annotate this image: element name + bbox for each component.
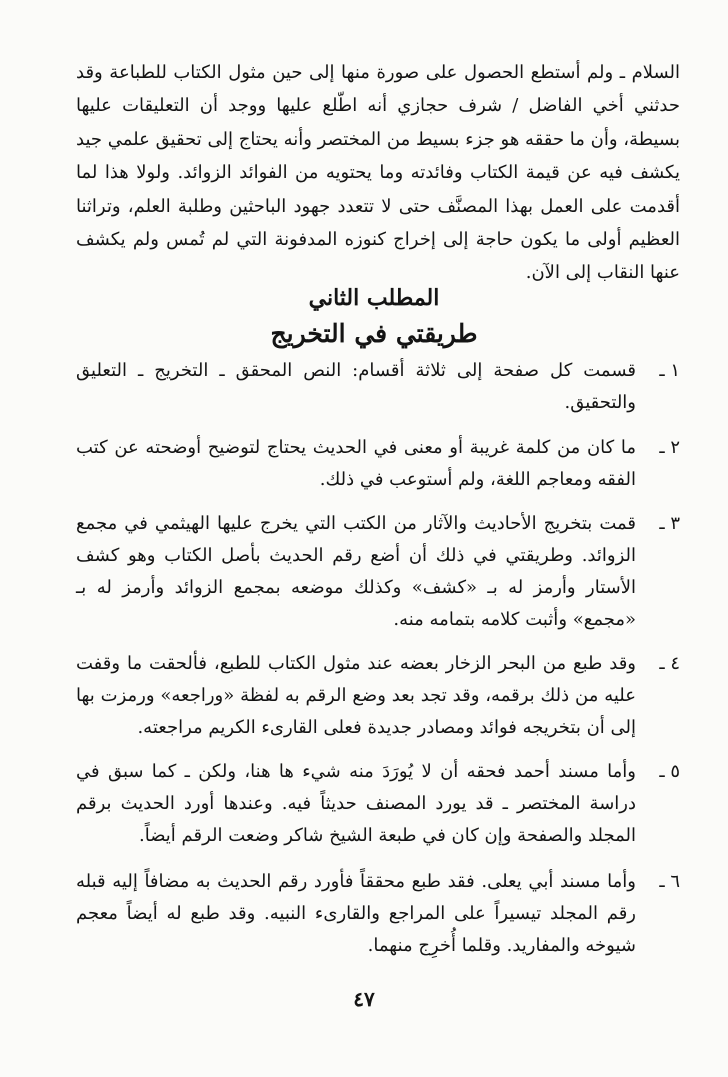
page-number: ٤٧ [353, 987, 375, 1011]
item-text: وأما مسند أحمد فحقه أن لا يُورَدَ منه شيء ها هنا، ولكن ـ كما سبق في دراسة المختصر ـ قد يورد المصنف حديثاً فيه. وعندها أورد الحديث برقم المجلد والصفحة وإن كان في طبعة الشيخ شاكر وضعت الرقم أيضاً. [76, 761, 636, 846]
item-text: قسمت كل صفحة إلى ثلاثة أقسام: النص المحقق ـ التخريج ـ التعليق والتحقيق. [76, 360, 636, 413]
item-number: ٥ ـ [659, 761, 680, 782]
numbered-item [76, 508, 680, 636]
item-text: ما كان من كلمة غريبة أو معنى في الحديث يحتاج لتوضيح أوضحته عن كتب الفقه ومعاجم اللغة، ولم أستوعب في ذلك. [76, 437, 636, 490]
item-number: ٦ ـ [659, 871, 680, 892]
item-text: قمت بتخريج الأحاديث والآثار من الكتب التي يخرج عليها الهيثمي في مجمع الزوائد. وطريقتي في ذلك أن أضع رقم الحديث بأصل الكتاب وهو كشف الأستار وأرمز له بـ «كشف» وكذلك موضعه بمجمع الزوائد وأرمز له بـ «مجمع» وأثبت كلامه بتمامه منه. [76, 513, 636, 630]
numbered-item [76, 648, 680, 744]
intro-paragraph: السلام ـ ولم أستطع الحصول على صورة منها إلى حين مثول الكتاب للطباعة وقد حدثني أخي الفاضل / شرف حجازي أنه اطّلع عليها ووجد أن التعليقات عليها بسيطة، وأن ما حققه هو جزء بسيط من المختصر وأنه يحتاج إلى تحقيق علمي جيد يكشف فيه عن قيمة الكتاب وفائدته وما يحتويه من الفوائد الزوائد. ولولا هذا لما أقدمت على العمل بهذا المصنَّف حتى لا تتعدد جهود الباحثين وطلبة العلم، وتراثنا العظيم أولى ما يكون حاجة إلى إخراج كنوزه المدفونة التي لم تُمس ولم يكشف عنها النقاب إلى الآن. [76, 62, 680, 284]
item-number: ١ ـ [659, 360, 680, 381]
section-title: المطلب الثاني [308, 285, 440, 311]
numbered-item [76, 866, 680, 962]
item-number: ٣ ـ [659, 513, 680, 534]
item-number: ٢ ـ [659, 437, 680, 458]
item-text: وأما مسند أبي يعلى. فقد طبع محققاً فأورد رقم الحديث به مضافاً إليه قبله رقم المجلد تيسيراً على المراجع والقارىء النبيه. وقد طبع له أيضاً معجم شيوخه والمفاريد. وقلما أُخرِج منهما. [76, 871, 636, 956]
numbered-item [76, 756, 680, 852]
section-subtitle: طريقتي في التخريج [270, 319, 478, 348]
item-text: وقد طبع من البحر الزخار بعضه عند مثول الكتاب للطبع، فألحقت ما وقفت عليه من ذلك برقمه، وقد تجد بعد وضع الرقم به لفظة «وراجعه» ورمزت بها إلى أن بتخريجه فوائد ومصادر جديدة فعلى القارىء الكريم مراجعته. [76, 653, 636, 738]
item-number: ٤ ـ [659, 653, 680, 674]
numbered-item [76, 432, 680, 496]
numbered-item [76, 355, 680, 419]
